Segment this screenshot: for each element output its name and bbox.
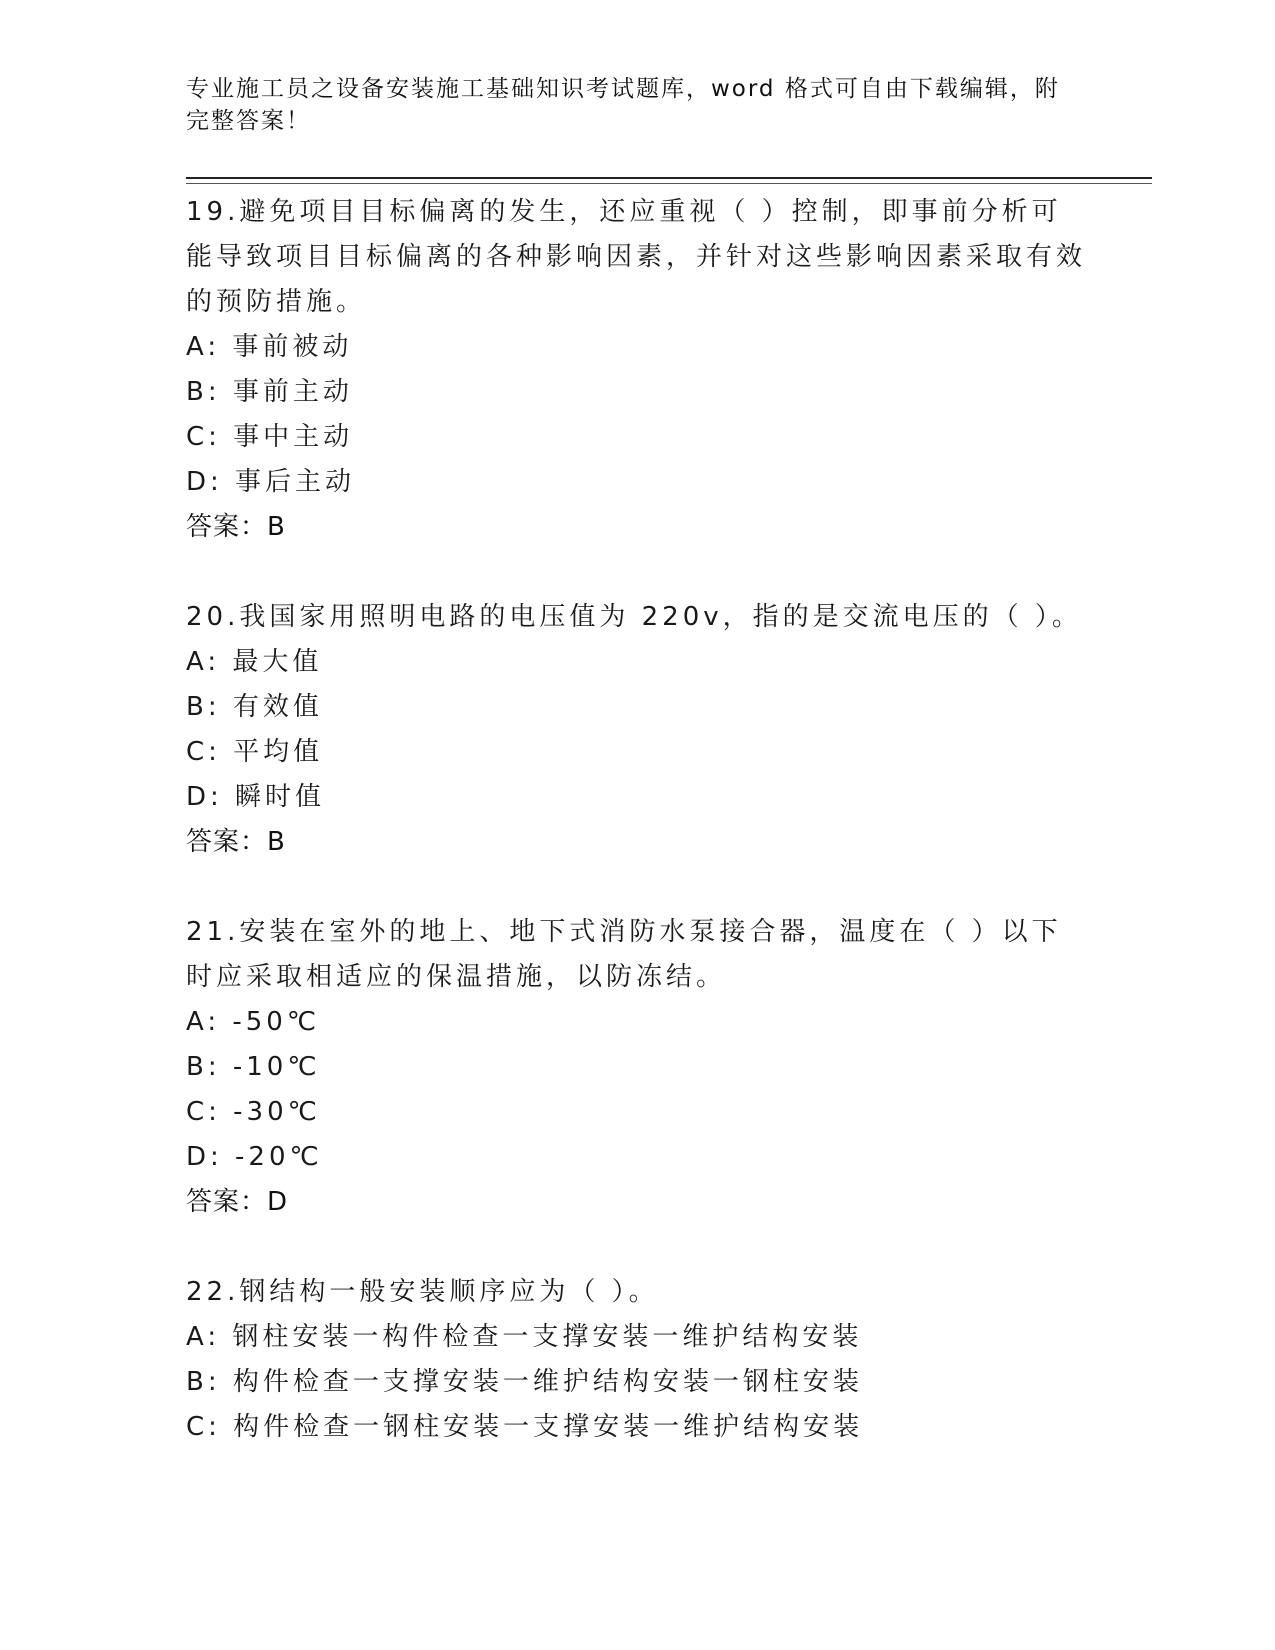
question-stem: 19.避免项目目标偏离的发生，还应重视（ ）控制，即事前分析可能导致项目目标偏离的各种影响因素，并针对这些影响因素采取有效的预防措施。 [186,197,1087,317]
option-d: D: 瞬时值 [186,782,326,812]
document-header: 专业施工员之设备安装施工基础知识考试题库，word 格式可自由下载编辑，附完整答案！ [186,76,1060,134]
answer-line: 答案：B [186,512,286,542]
question-19 [186,190,1086,550]
question-spacer [186,1225,1086,1270]
option-b: B: 有效值 [186,692,323,722]
option-a: A: 最大值 [186,647,323,677]
option-b: B: 事前主动 [186,377,353,407]
question-stem: 22.钢结构一般安装顺序应为（ ）。 [186,1277,659,1307]
question-21 [186,910,1086,1225]
option-d: D: -20℃ [186,1142,323,1172]
option-b: B: 构件检查一支撑安装一维护结构安装一钢柱安装 [186,1367,863,1397]
answer-line: 答案：B [186,827,286,857]
option-a: A: 钢柱安装一构件检查一支撑安装一维护结构安装 [186,1322,863,1352]
option-c: C: 事中主动 [186,422,354,452]
header-divider-thin [186,183,1152,184]
question-stem: 20.我国家用照明电路的电压值为 220v，指的是交流电压的（ ）。 [186,602,1082,632]
option-a: A: 事前被动 [186,332,353,362]
answer-line: 答案：D [186,1187,289,1217]
option-d: D: 事后主动 [186,467,356,497]
question-20 [186,595,1086,865]
question-22 [186,1270,1086,1450]
header-divider-thick [186,177,1152,179]
question-spacer [186,550,1086,595]
question-spacer [186,865,1086,910]
question-stem: 21.安装在室外的地上、地下式消防水泵接合器，温度在（ ）以下时应采取相适应的保温措施，以防冻结。 [186,917,1062,992]
option-a: A: -50℃ [186,1007,321,1037]
option-c: C: 平均值 [186,737,324,767]
option-c: C: 构件检查一钢柱安装一支撑安装一维护结构安装 [186,1412,864,1442]
option-b: B: -10℃ [186,1052,321,1082]
question-list [186,190,1086,1450]
option-c: C: -30℃ [186,1097,321,1127]
